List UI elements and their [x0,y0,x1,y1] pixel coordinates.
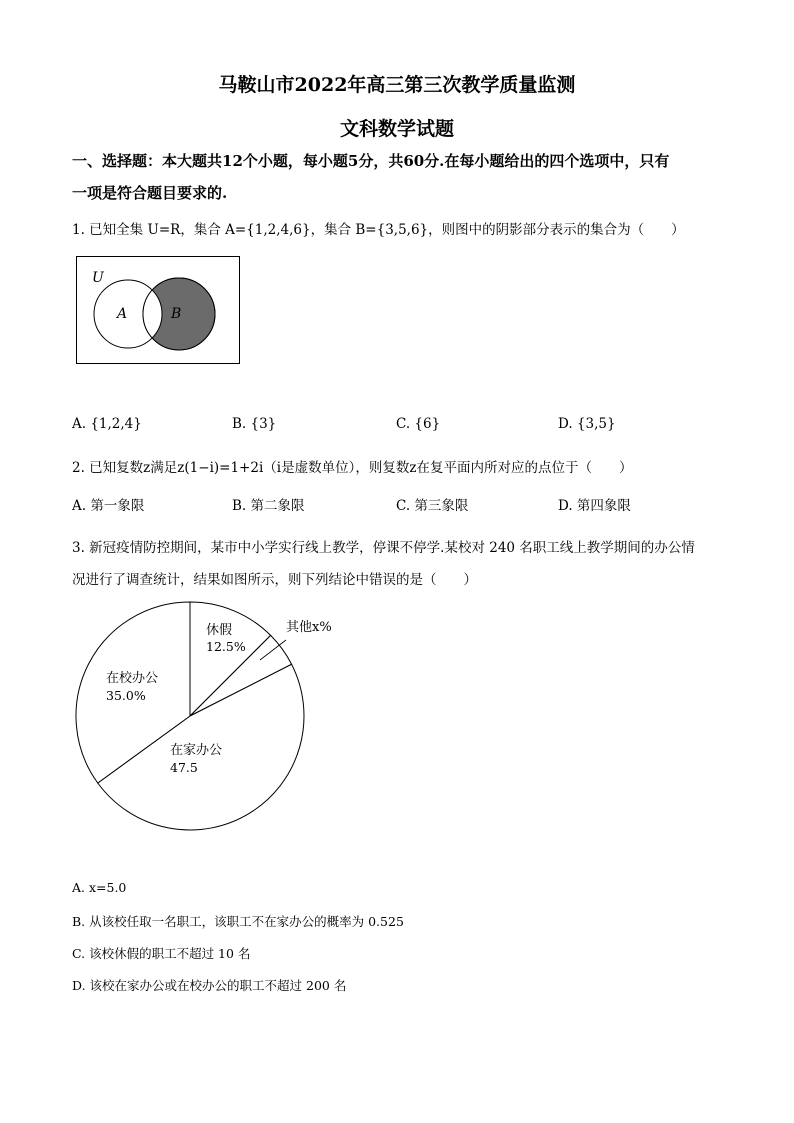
q2-option-a[interactable]: A. 第一象限 [72,498,145,514]
pie-label-other: 其他x% [286,620,332,635]
q2-option-b[interactable]: B. 第二象限 [232,498,305,514]
venn-label-u: U [92,270,104,286]
q1-option-c[interactable]: C. {6} [396,416,441,432]
question-2-text: 2. 已知复数z满足z(1−i)=1+2i（i是虚数单位），则复数z在复平面内所对应的点位于（ ） [72,460,633,476]
pie-label-home: 在家办公 [170,743,223,758]
pie-value-school: 35.0% [106,688,146,703]
venn-label-b: B [171,306,182,322]
pie-label-school: 在校办公 [106,671,159,686]
q3-option-a[interactable]: A. x=5.0 [72,880,127,895]
pie-label-vacation: 休假 [206,623,233,638]
q2-option-d[interactable]: D. 第四象限 [558,498,631,514]
q1-option-d[interactable]: D. {3,5} [558,416,616,432]
pie-chart [70,596,350,836]
q3-option-c[interactable]: C. 该校休假的职工不超过 10 名 [72,946,251,961]
section-heading-line1: 一、选择题：本大题共12个小题，每小题5分，共60分.在每小题给出的四个选项中，只有 [72,152,670,170]
pie-value-vacation: 12.5% [206,639,246,654]
venn-diagram [76,256,242,366]
section-heading-line2: 一项是符合题目要求的. [72,184,228,202]
question-1-text: 1. 已知全集 U=R，集合 A={1,2,4,6}，集合 B={3,5,6}，则图中的阴影部分表示的集合为（ ） [72,222,685,238]
pie-value-home: 47.5 [170,760,198,775]
question-3-text-line1: 3. 新冠疫情防控期间，某市中小学实行线上教学，停课不停学.某校对 240 名职工线上教学期间的办公情 [72,540,695,556]
q1-option-b[interactable]: B. {3} [232,416,277,432]
q3-option-d[interactable]: D. 该校在家办公或在校办公的职工不超过 200 名 [72,978,347,993]
question-3-text-line2: 况进行了调查统计，结果如图所示，则下列结论中错误的是（ ） [72,572,477,588]
page-title: 马鞍山市2022年高三第三次教学质量监测 [218,74,576,96]
q2-option-c[interactable]: C. 第三象限 [396,498,469,514]
q1-option-a[interactable]: A. {1,2,4} [72,416,142,432]
page-subtitle: 文科数学试题 [339,118,454,140]
venn-label-a: A [117,306,128,322]
q3-option-b[interactable]: B. 从该校任取一名职工，该职工不在家办公的概率为 0.525 [72,914,404,929]
